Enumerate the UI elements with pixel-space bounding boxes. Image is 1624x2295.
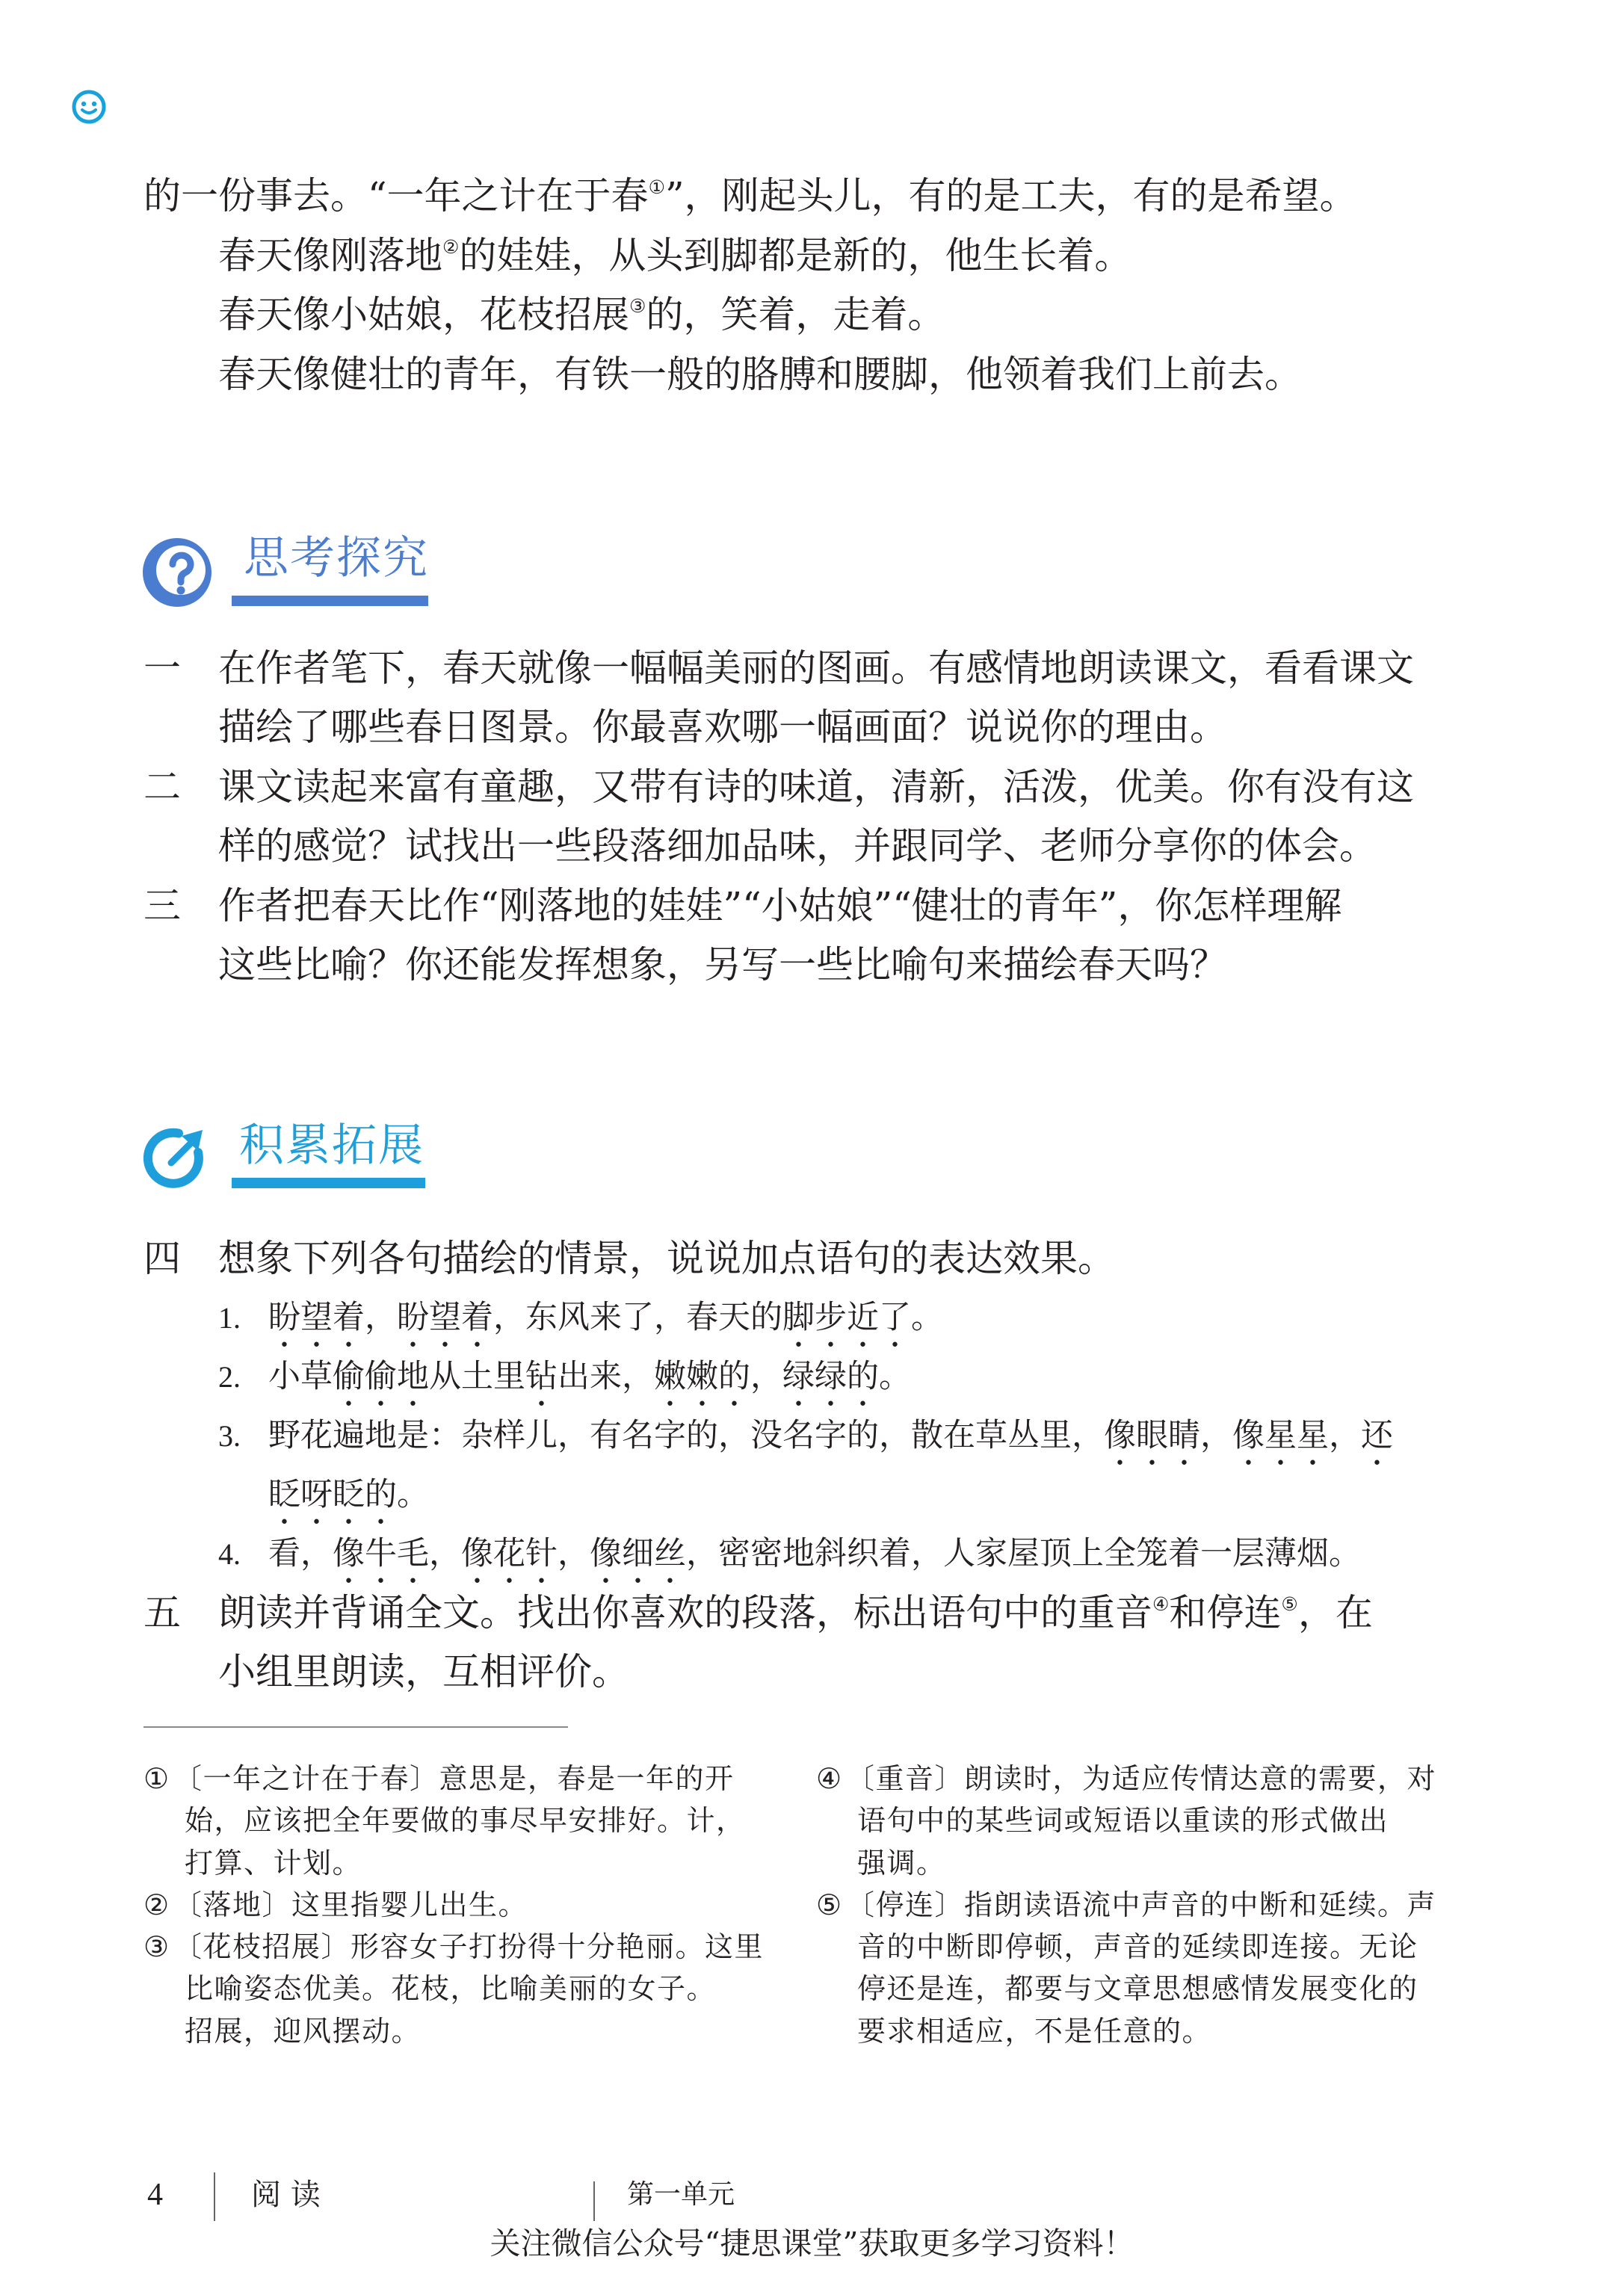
footnote-line: 始，应该把全年要做的事尽早安排好。计， [185, 1804, 746, 1838]
text-segment: ， [750, 1358, 782, 1395]
text-line [218, 639, 1414, 698]
text-segment: ，东风来了，春天的 [493, 1299, 782, 1336]
item-body [218, 1584, 1373, 1702]
text-segment: 从土里 [429, 1358, 525, 1395]
circular-arrow-icon [138, 1122, 210, 1194]
item-number: 五 [143, 1591, 181, 1634]
footnote-mark: ⑤ [816, 1888, 843, 1921]
sub-item [218, 1406, 1393, 1525]
text-line [268, 1288, 943, 1347]
emphasized-text: 像花针 [461, 1535, 558, 1572]
footnote-line: 音的中断即停顿，声音的延续即连接。无论 [857, 1930, 1418, 1964]
text-segment: ，密密地斜织着，人家屋顶上全笼着一层薄烟。 [686, 1535, 1361, 1572]
sub-item-body [268, 1288, 943, 1347]
text-line [143, 285, 1357, 345]
passage [143, 167, 1357, 404]
footnote-ref: ④ [1152, 1593, 1170, 1615]
footnote-line: 比喻姿态优美。花枝，比喻美丽的女子。 [185, 1972, 717, 2006]
text-segment: 和停连 [1169, 1591, 1282, 1634]
item-number: 三 [143, 883, 181, 927]
sub-item-body [268, 1347, 911, 1406]
footnotes-right-column [816, 1758, 1436, 2052]
text-segment: ， [429, 1535, 461, 1572]
text-segment: 在作者笔下，春天就像一幅幅美丽的图画。有感情地朗读课文，看看课文 [218, 646, 1414, 690]
footer-divider [593, 2181, 595, 2221]
text-line [143, 345, 1357, 405]
smiley-icon [71, 89, 107, 125]
text-line [268, 1525, 1361, 1584]
footnote-divider [143, 1726, 568, 1728]
footnote-line: 〔一年之计在于春〕意思是，春是一年的开 [173, 1762, 735, 1795]
section-title-think: 思考探究 [244, 532, 429, 584]
text-segment: 出来， [558, 1358, 654, 1395]
footnote-line: 要求相适应，不是任意的。 [857, 2014, 1212, 2048]
question-item [143, 1229, 1393, 1584]
footnote [816, 1758, 1436, 1884]
text-line [218, 698, 1414, 757]
extend-question-list [143, 1229, 1393, 1702]
footnote-mark: ② [143, 1888, 170, 1921]
footnote-mark: ③ [143, 1930, 170, 1964]
text-segment: 。 [879, 1358, 911, 1395]
footer-notice: 关注微信公众号“捷思课堂”获取更多学习资料！ [490, 2225, 1134, 2261]
text-segment: ， [1329, 1417, 1361, 1454]
think-question-list [143, 639, 1414, 995]
text-segment: ， [1200, 1417, 1232, 1454]
text-segment: ， [365, 1299, 397, 1336]
emphasized-text: 盼望着 [397, 1299, 493, 1336]
text-segment: 样的感觉？试找出一些段落细加品味，并跟同学、老师分享你的体会。 [218, 824, 1377, 868]
text-segment: 看， [268, 1535, 333, 1572]
emphasized-text: 脚步近了 [782, 1299, 911, 1336]
item-body [218, 758, 1414, 877]
item-number: 二 [143, 765, 181, 809]
text-segment: 的，笑着，走着。 [646, 293, 945, 336]
text-segment: 春天像刚落地 [218, 233, 442, 277]
footnote-line: 停还是连，都要与文章思想感情发展变化的 [857, 1972, 1418, 2006]
sub-item-number: 4. [218, 1537, 241, 1571]
page-number: 4 [147, 2178, 163, 2212]
sub-item [218, 1288, 1393, 1347]
sub-item [218, 1347, 1393, 1406]
footnote-line: 〔花枝招展〕形容女子打扮得十分艳丽。这里 [173, 1930, 765, 1964]
emphasized-text: 还 [1361, 1417, 1393, 1454]
text-segment: 这些比喻？你还能发挥想象，另写一些比喻句来描绘春天吗？ [218, 942, 1227, 986]
sub-item-number: 1. [218, 1301, 241, 1335]
footnote-line: 语句中的某些词或短语以重读的形式做出 [857, 1804, 1389, 1838]
text-segment: ， [558, 1535, 590, 1572]
text-segment: 课文读起来富有童趣，又带有诗的味道，清新，活泼，优美。你有没有这 [218, 765, 1414, 809]
question-item [143, 877, 1414, 995]
text-segment: 朗读并背诵全文。找出你喜欢的段落，标出语句中的重音 [218, 1591, 1152, 1634]
question-circle-icon [141, 537, 213, 608]
footnote-line: 〔落地〕这里指婴儿出生。 [173, 1888, 528, 1921]
text-segment: 春天像小姑娘，花枝招展 [218, 293, 629, 336]
text-segment: 作者把春天比作“刚落地的娃娃”“小姑娘”“健壮的青年”，你怎样理解 [218, 883, 1342, 927]
footnotes-left-column [143, 1758, 764, 2052]
item-number: 一 [143, 646, 181, 690]
item-body [218, 877, 1342, 995]
question-item [143, 639, 1414, 758]
emphasized-text: 像牛毛 [333, 1535, 429, 1572]
emphasized-text: 绿绿的 [782, 1358, 879, 1395]
sub-item [218, 1525, 1393, 1584]
footnote [816, 1884, 1436, 2052]
text-line [218, 817, 1414, 876]
section-title-underline [232, 596, 428, 606]
footnote-line: 招展，迎风摆动。 [185, 2014, 422, 2048]
text-segment: 。 [397, 1476, 429, 1513]
footnote-ref: ③ [629, 295, 646, 317]
text-segment: 小草 [268, 1358, 333, 1395]
emphasized-text: 像细丝 [590, 1535, 686, 1572]
text-line [143, 167, 1357, 226]
text-line [143, 226, 1357, 286]
item-body [218, 639, 1414, 758]
text-line [218, 758, 1414, 817]
footnote-ref: ② [442, 235, 460, 258]
text-line [268, 1347, 911, 1406]
footnote-ref: ① [648, 176, 665, 198]
footnote-line: 强调。 [857, 1846, 946, 1879]
footnote-mark: ① [143, 1762, 170, 1795]
text-line [268, 1406, 1393, 1465]
sub-item-number: 3. [218, 1419, 241, 1453]
sub-item-body [268, 1525, 1361, 1584]
emphasized-text: 偷偷地 [333, 1358, 429, 1395]
footer-divider [214, 2172, 215, 2221]
sub-item-body [268, 1406, 1393, 1525]
footnote-line: 〔停连〕指朗读语流中声音的中断和延续。声 [846, 1888, 1437, 1921]
text-line [218, 877, 1342, 936]
footnote [143, 1758, 764, 1884]
footnote [143, 1926, 764, 2052]
text-segment: 春天像健壮的青年，有铁一般的胳膊和腰脚，他领着我们上前去。 [218, 352, 1302, 396]
text-segment: 的娃娃，从头到脚都是新的，他生长着。 [459, 233, 1132, 277]
text-segment: 的一份事去。“一年之计在于春 [143, 174, 649, 217]
section-title-underline [232, 1178, 425, 1188]
sub-item-number: 2. [218, 1360, 241, 1394]
footnote [143, 1884, 764, 1926]
text-segment: 想象下列各句描绘的情景，说说加点语句的表达效果。 [218, 1237, 1115, 1280]
emphasized-text: 像眼睛 [1104, 1417, 1200, 1454]
item-body [218, 1229, 1393, 1584]
text-segment: 野花遍地是：杂样儿，有名字的，没名字的，散在草丛里， [268, 1417, 1104, 1454]
question-item [143, 758, 1414, 877]
footer-unit-label: 第一单元 [627, 2179, 735, 2210]
text-segment: ”，刚起头儿，有的是工夫，有的是希望。 [664, 174, 1357, 217]
emphasized-text: 钻 [525, 1358, 558, 1395]
text-line [218, 1229, 1393, 1288]
footnote-ref: ⑤ [1281, 1593, 1298, 1615]
emphasized-text: 眨呀眨的 [268, 1476, 397, 1513]
footnote-line: 打算、计划。 [185, 1846, 362, 1879]
question-item [143, 1584, 1393, 1702]
text-line [268, 1465, 1393, 1525]
text-segment: 。 [911, 1299, 943, 1336]
text-line [218, 1584, 1373, 1643]
text-segment: 描绘了哪些春日图景。你最喜欢哪一幅画面？说说你的理由。 [218, 705, 1227, 750]
section-title-extend: 积累拓展 [239, 1119, 424, 1172]
emphasized-text: 像星星 [1232, 1417, 1329, 1454]
text-line [218, 936, 1342, 995]
text-segment: 小组里朗读，互相评价。 [218, 1650, 629, 1693]
text-segment: ，在 [1297, 1591, 1373, 1634]
footnote-line: 〔重音〕朗读时，为适应传情达意的需要，对 [846, 1762, 1437, 1795]
footnote-mark: ④ [816, 1762, 843, 1795]
footer-part-label: 阅 读 [251, 2178, 321, 2212]
item-number: 四 [143, 1237, 181, 1280]
emphasized-text: 盼望着 [268, 1299, 365, 1336]
text-line [218, 1643, 1373, 1702]
emphasized-text: 嫩嫩的 [654, 1358, 750, 1395]
